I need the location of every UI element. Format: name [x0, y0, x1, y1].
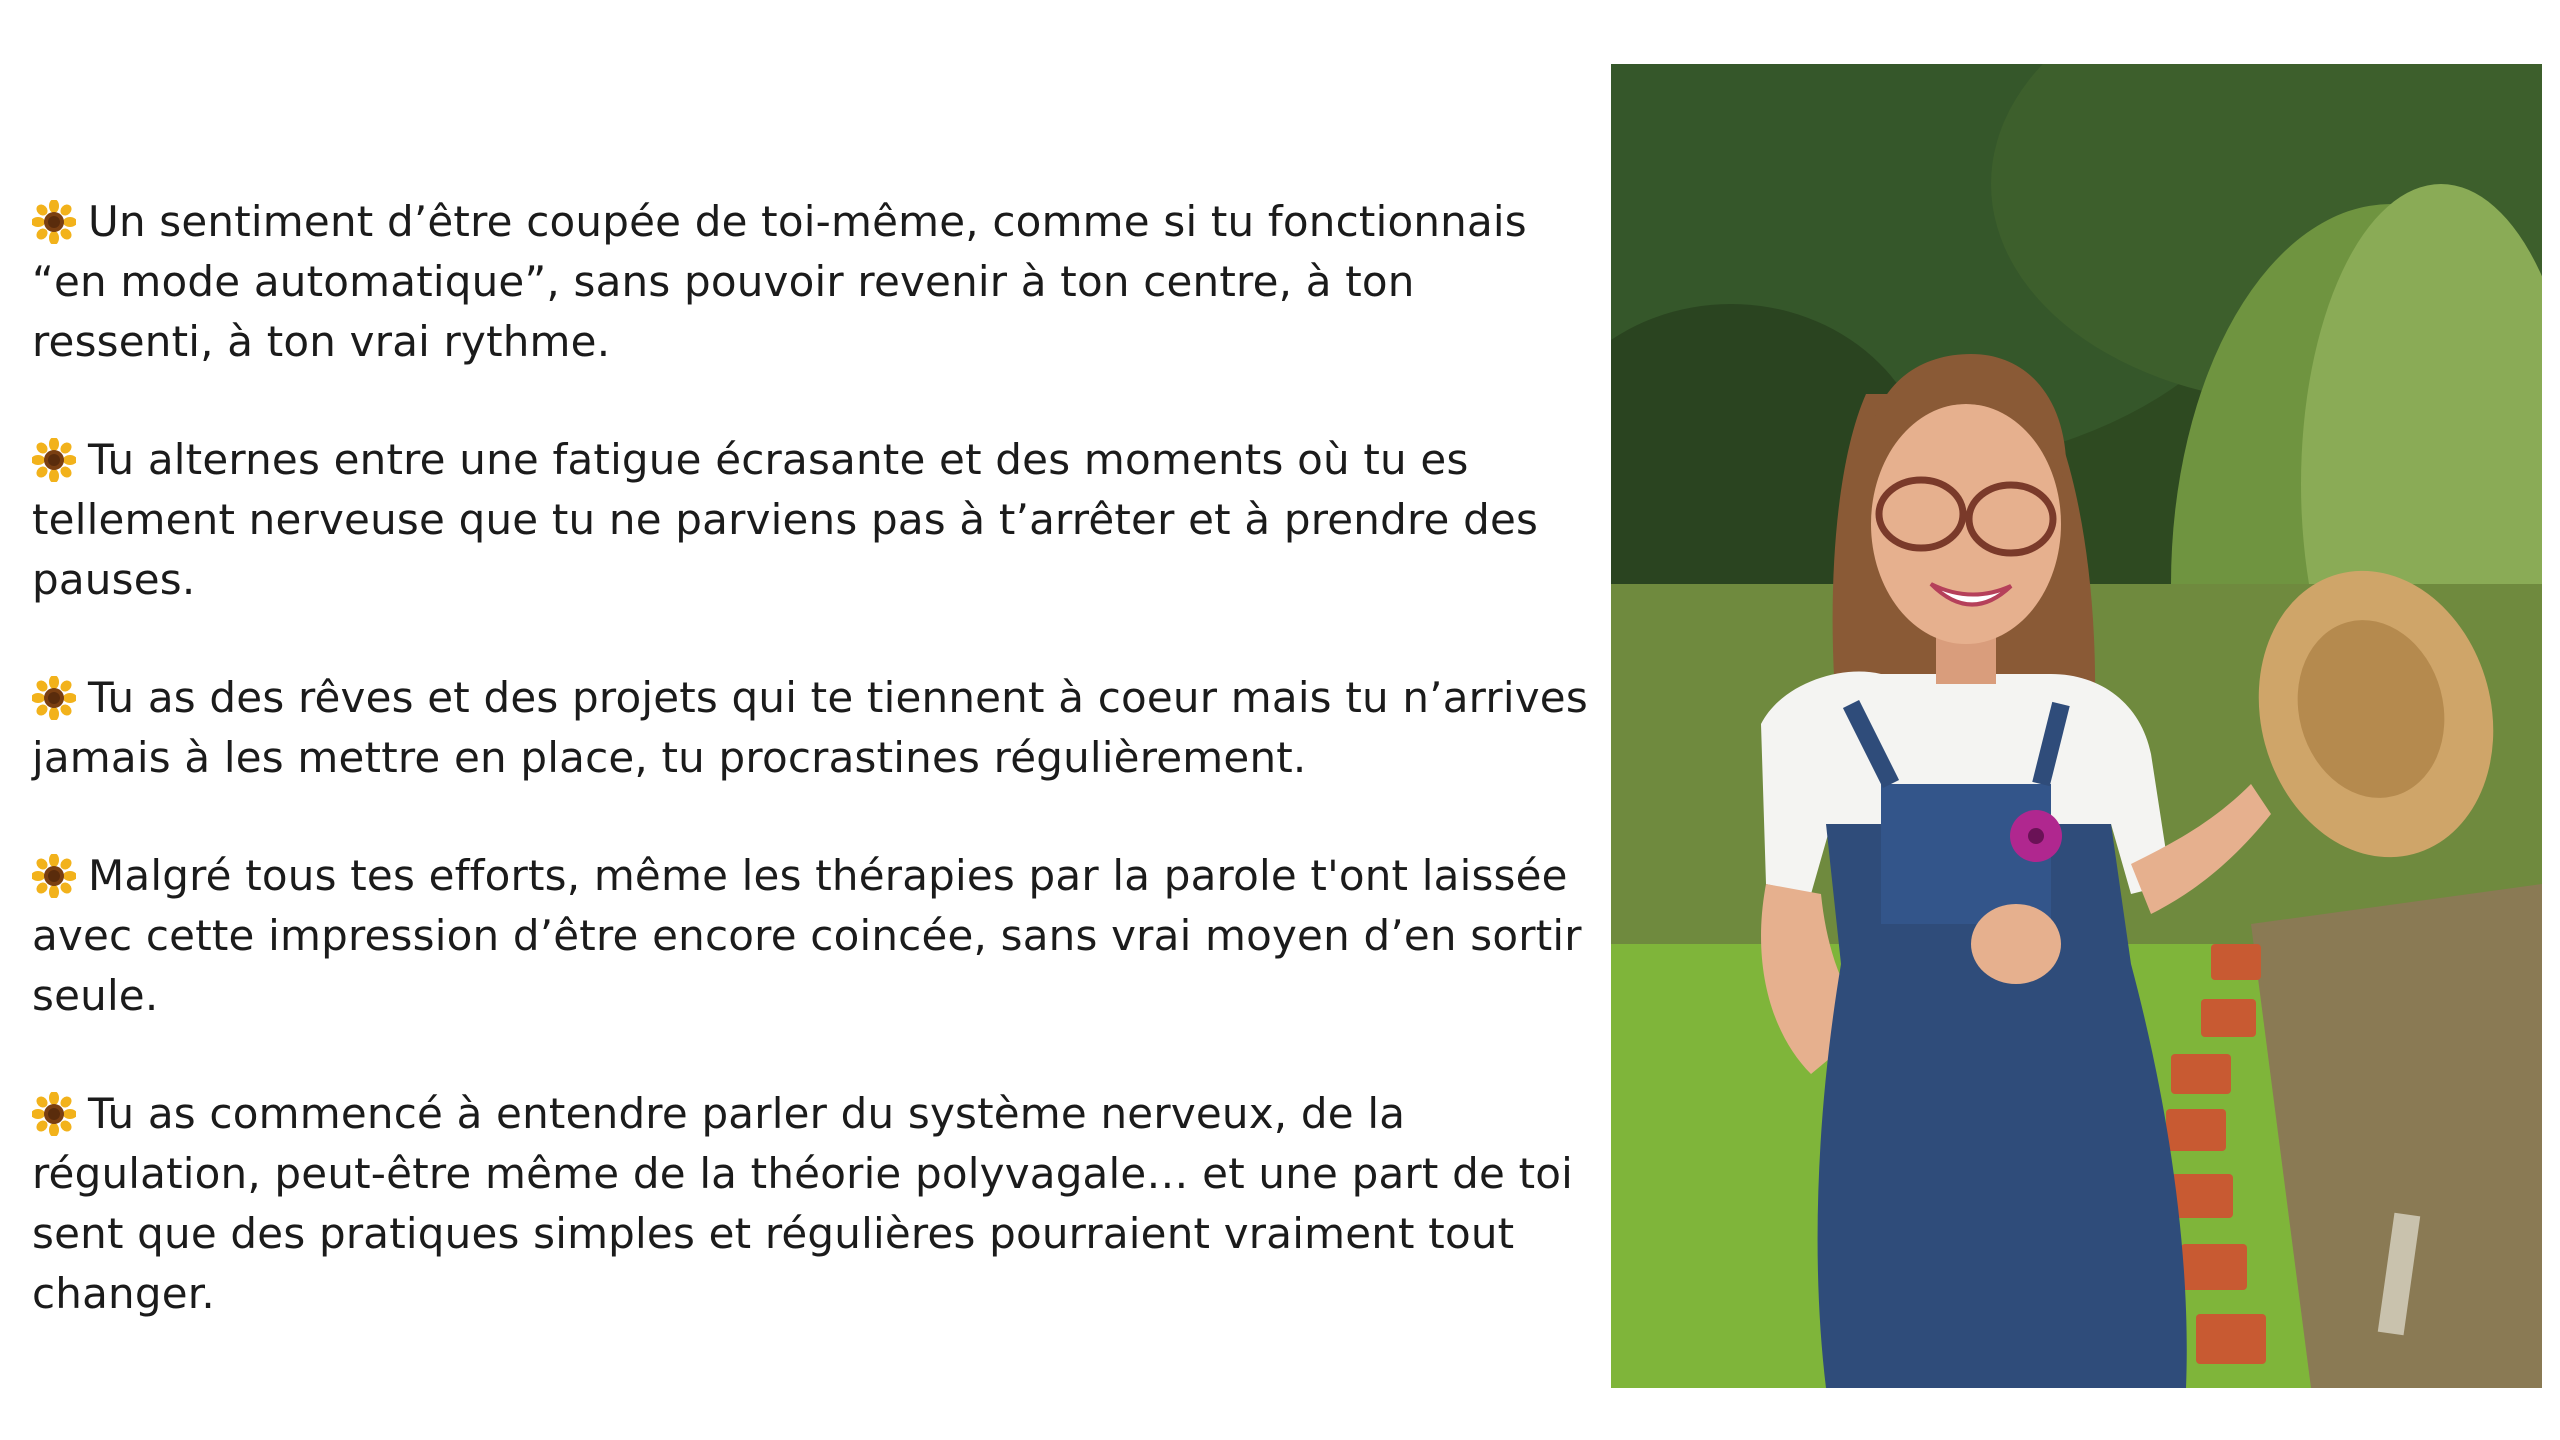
sunflower-icon	[32, 1092, 76, 1136]
paragraph-text: Tu alternes entre une fatigue écrasante et des moments où tu es tellement nerveuse que tu ne parviens pas à t’arrêter et à prendre des pauses.	[32, 435, 1539, 604]
paragraph-text: Malgré tous tes efforts, même les thérapies par la parole t'ont laissée avec cette impression d’être encore coincée, sans vrai moyen d’en sortir seule.	[32, 851, 1582, 1020]
flower-center	[2028, 828, 2044, 844]
paragraph-4	[32, 846, 1592, 1026]
paragraph-5	[32, 1084, 1592, 1324]
paragraph-text: Un sentiment d’être coupée de toi-même, comme si tu fonctionnais “en mode automatique”, sans pouvoir revenir à ton centre, à ton ressenti, à ton vrai rythme.	[32, 197, 1527, 366]
paragraph-3	[32, 668, 1592, 788]
text-column	[32, 192, 1592, 1382]
sunflower-icon	[32, 854, 76, 898]
paragraph-2	[32, 430, 1592, 610]
portrait-photo	[1611, 64, 2542, 1388]
paragraph-1	[32, 192, 1592, 372]
paragraph-text: Tu as commencé à entendre parler du système nerveux, de la régulation, peut-être même de la théorie polyvagale… et une part de toi sent que des pratiques simples et régulières pourraient vraiment tout changer.	[32, 1089, 1574, 1318]
sunflower-icon	[32, 676, 76, 720]
sunflower-icon	[32, 438, 76, 482]
paragraph-text: Tu as des rêves et des projets qui te tiennent à coeur mais tu n’arrives jamais à les mettre en place, tu procrastines régulièrement.	[32, 673, 1588, 782]
hand	[1971, 904, 2061, 984]
portrait-illustration	[1611, 64, 2542, 1388]
sunflower-icon	[32, 200, 76, 244]
